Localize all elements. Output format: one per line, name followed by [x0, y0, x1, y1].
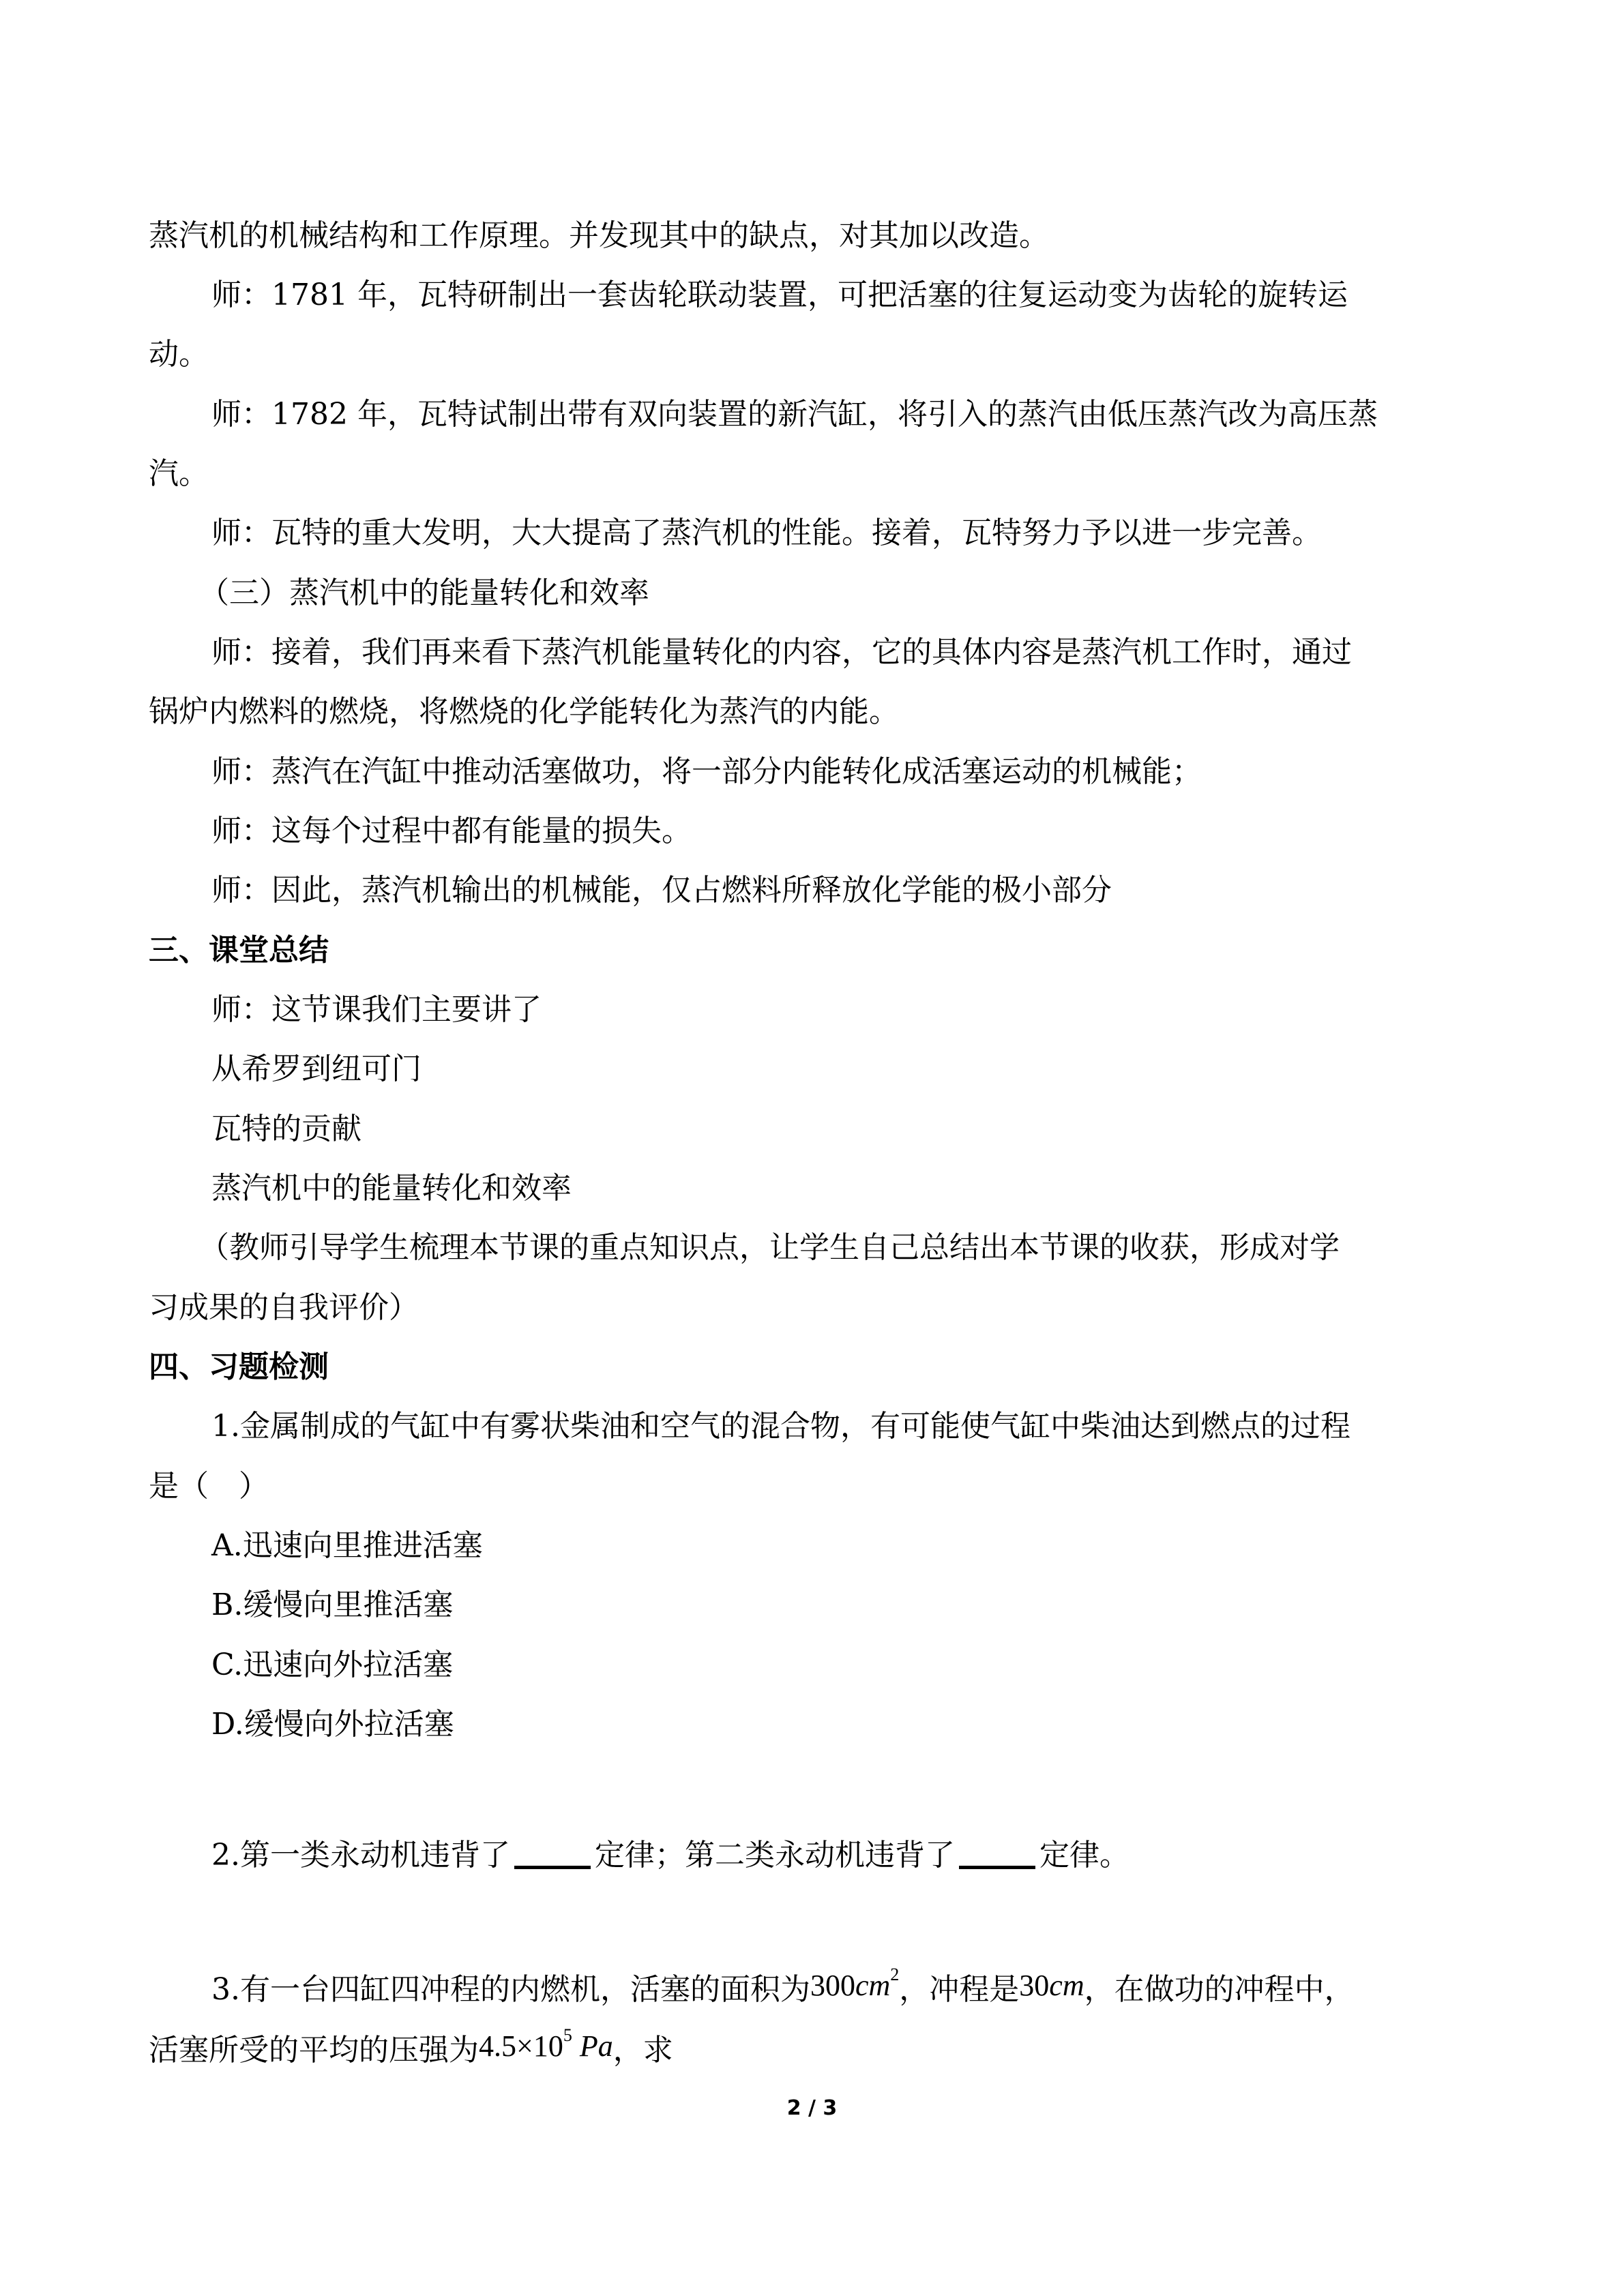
option-d: D.缓慢向外拉活塞 — [211, 1707, 454, 1742]
stroke-formula: 30cm — [1019, 1969, 1084, 2002]
question-3-line — [149, 2026, 673, 2071]
text-line: 师：瓦特的重大发明，大大提高了蒸汽机的性能。接着，瓦特努力予以进一步完善。 — [211, 516, 1322, 550]
question-1-line: 是（ ） — [149, 1469, 269, 1504]
text-line: 师：接着，我们再来看下蒸汽机能量转化的内容，它的具体内容是蒸汽机工作时，通过 — [211, 635, 1352, 670]
text-line: 习成果的自我评价） — [149, 1290, 419, 1325]
option-b: B.缓慢向里推活塞 — [211, 1587, 454, 1622]
text-line: 瓦特的贡献 — [211, 1112, 361, 1146]
question-2-text: 定律。 — [1039, 1838, 1130, 1873]
text-line: 师：1781 年，瓦特研制出一套齿轮联动装置，可把活塞的往复运动变为齿轮的旋转运 — [211, 278, 1348, 312]
question-2 — [211, 1835, 1130, 1876]
text-line: 师：因此，蒸汽机输出的机械能，仅占燃料所释放化学能的极小部分 — [211, 873, 1112, 908]
area-formula: $300cm^2$ — [810, 1965, 900, 2002]
answer-blank — [959, 1838, 1035, 1869]
text-line: 师：这节课我们主要讲了 — [211, 992, 542, 1027]
text-line: 蒸汽机中的能量转化和效率 — [211, 1171, 572, 1206]
text-line: 动。 — [149, 337, 209, 372]
section-heading-summary: 三、课堂总结 — [149, 933, 329, 968]
answer-blank — [514, 1838, 591, 1869]
question-3-text: ，在做功的冲程中， — [1084, 1972, 1355, 2007]
text-line: 师：蒸汽在汽缸中推动活塞做功，将一部分内能转化成活塞运动的机械能； — [211, 754, 1202, 789]
question-2-text: 定律；第二类永动机违背了 — [594, 1838, 955, 1873]
text-line: 汽。 — [149, 456, 209, 491]
text-line: 师：这每个过程中都有能量的损失。 — [211, 814, 692, 848]
text-line: 蒸汽机的机械结构和工作原理。并发现其中的缺点，对其加以改造。 — [149, 218, 1049, 253]
question-2-text: 2.第一类永动机违背了 — [211, 1838, 510, 1873]
pressure-formula: $4.5\times 10^5$ Pa — [479, 2025, 613, 2063]
text-line: （教师引导学生梳理本节课的重点知识点，让学生自己总结出本节课的收获，形成对学 — [199, 1230, 1340, 1265]
section-heading-exercises: 四、习题检测 — [149, 1350, 329, 1384]
question-1-line: 1.金属制成的气缸中有雾状柴油和空气的混合物，有可能使气缸中柴油达到燃点的过程 — [211, 1409, 1350, 1444]
question-3-text: 3.有一台四缸四冲程的内燃机，活塞的面积为 — [211, 1972, 810, 2007]
question-3-text: ，冲程是 — [899, 1972, 1020, 2007]
text-line: 锅炉内燃料的燃烧，将燃烧的化学能转化为蒸汽的内能。 — [149, 694, 899, 729]
option-a: A.迅速向里推进活塞 — [211, 1528, 483, 1563]
page-number: 2 / 3 — [786, 2096, 838, 2120]
text-line: 从希罗到纽可门 — [211, 1052, 422, 1086]
question-3-line — [211, 1965, 1355, 2010]
question-3-text: 活塞所受的平均的压强为 — [149, 2033, 479, 2068]
section-subheading: （三）蒸汽机中的能量转化和效率 — [199, 576, 649, 610]
option-c: C.迅速向外拉活塞 — [211, 1648, 454, 1682]
text-line: 师：1782 年，瓦特试制出带有双向装置的新汽缸，将引入的蒸汽由低压蒸汽改为高压蒸 — [211, 397, 1378, 432]
question-3-text: ，求 — [612, 2033, 673, 2068]
